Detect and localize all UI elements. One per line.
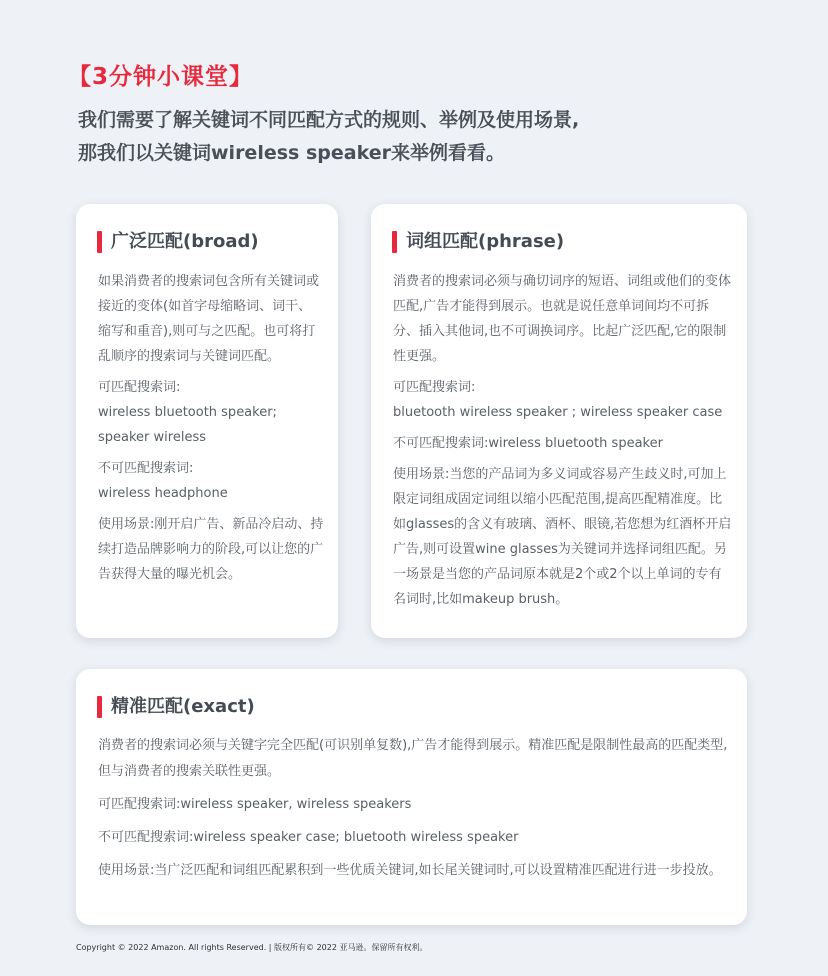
exact-usage: 使用场景:当广泛匹配和词组匹配累积到一些优质关键词,如长尾关键词时,可以设置精准匹配进行进一步投放。 <box>98 863 722 878</box>
exact-heading: 精准匹配(exact) <box>97 695 255 719</box>
phrase-match-value: bluetooth wireless speaker ; wireless speaker case <box>393 405 723 420</box>
exact-match: 可匹配搜索词:wireless speaker, wireless speakers <box>98 797 412 812</box>
phrase-match-label: 可匹配搜索词: <box>393 380 476 395</box>
broad-nomatch-value: wireless headphone <box>98 486 228 501</box>
phrase-match-card <box>371 204 747 638</box>
broad-nomatch-label: 不可匹配搜索词: <box>98 461 194 476</box>
broad-match-label: 可匹配搜索词: <box>98 380 181 395</box>
phrase-body <box>393 269 733 612</box>
broad-body <box>98 269 324 587</box>
phrase-description: 消费者的搜索词必须与确切词序的短语、词组或他们的变体匹配,广告才能得到展示。也就是说任意单词间均不可拆分、插入其他词,也不可调换词序。比起广泛匹配,它的限制性更强。 <box>393 274 732 364</box>
exact-body <box>98 733 731 884</box>
broad-heading: 广泛匹配(broad) <box>97 230 259 254</box>
broad-match-line-1: wireless bluetooth speaker; <box>98 405 277 420</box>
broad-match-card <box>76 204 338 638</box>
exact-nomatch: 不可匹配搜索词:wireless speaker case; bluetooth wireless speaker <box>98 830 519 845</box>
phrase-nomatch: 不可匹配搜索词:wireless bluetooth speaker <box>393 436 663 451</box>
copyright-footer: Copyright © 2022 Amazon. All rights Reserved. | 版权所有© 2022 亚马逊。保留所有权利。 <box>76 943 428 952</box>
broad-usage: 使用场景:刚开启广告、新品冷启动、持续打造品牌影响力的阶段,可以让您的广告获得大量的曝光机会。 <box>98 517 324 582</box>
broad-match-line-2: speaker wireless <box>98 430 206 445</box>
exact-match-card <box>76 669 747 925</box>
lesson-title: 【3分钟小课堂】 <box>68 64 254 90</box>
broad-description: 如果消费者的搜索词包含所有关键词或接近的变体(如首字母缩略词、词干、缩写和重音),则可与之匹配。也可将打乱顺序的搜索词与关键词匹配。 <box>98 274 320 364</box>
intro-line-1: 我们需要了解关键词不同匹配方式的规则、举例及使用场景, <box>78 109 580 131</box>
intro-text <box>78 104 778 170</box>
exact-description: 消费者的搜索词必须与关键字完全匹配(可识别单复数),广告才能得到展示。精准匹配是限制性最高的匹配类型,但与消费者的搜索关联性更强。 <box>98 738 728 779</box>
phrase-usage: 使用场景:当您的产品词为多义词或容易产生歧义时,可加上限定词组成固定词组以缩小匹配范围,提高匹配精准度。比如glasses的含义有玻璃、酒杯、眼镜,若您想为红酒杯开启广告,则可设置wine glasses为关键词并选择词组匹配。另一场景是当您的产品词原本就是2个或2个以上单词的专有名词时,比如makeup brush。 <box>393 467 732 607</box>
phrase-heading: 词组匹配(phrase) <box>392 230 564 254</box>
intro-line-2: 那我们以关键词wireless speaker来举例看看。 <box>78 142 505 164</box>
